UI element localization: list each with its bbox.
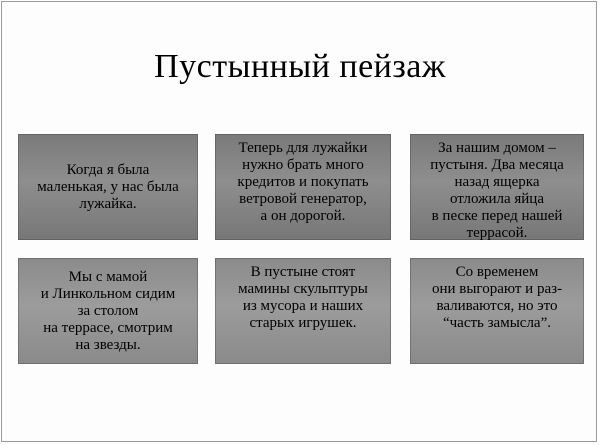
text-card-4: Мы с мамой и Линкольном сидим за столом на террасе, смотрим на звезды.	[18, 258, 198, 364]
text-card-1: Когда я была маленькая, у нас была лужайка.	[18, 134, 198, 240]
text-card-3: За нашим домом – пустыня. Два месяца назад ящерка отложила яйца в песке перед нашей террасой.	[410, 134, 584, 240]
slide-title: Пустынный пейзаж	[154, 48, 446, 85]
text-card-5: В пустыне стоят мамины скульптуры из мусора и наших старых игрушек.	[215, 258, 391, 364]
text-card-2: Теперь для лужайки нужно брать много кредитов и покупать ветровой генератор, а он дорогой.	[215, 134, 391, 240]
slide	[1, 1, 597, 442]
text-card-6: Со временем они выгорают и раз- валиваются, но это “часть замысла”.	[410, 258, 584, 364]
